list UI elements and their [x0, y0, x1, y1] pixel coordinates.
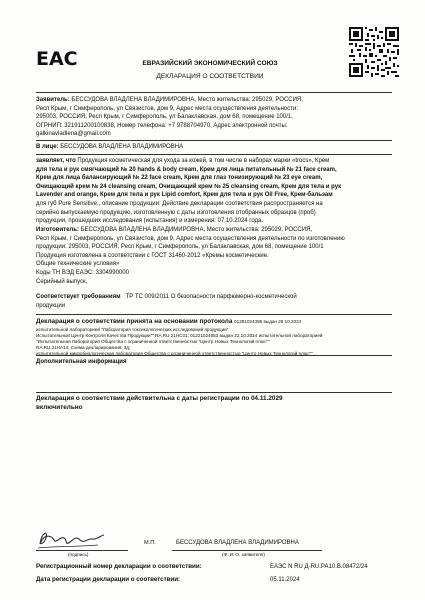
divider-applicant: [36, 140, 392, 141]
registration-number-row: [36, 563, 390, 576]
union-title: ЕВРАЗИЙСКИЙ ЭКОНОМИЧЕСКИЙ СОЮЗ: [142, 60, 278, 67]
protocol-line-1: испытательной лабораторией "Лаборатория токсикологических исследований продукции": [36, 326, 229, 332]
validity-label: Декларация о соответствии действительна с даты регистрации по: [36, 395, 250, 402]
manufacturer-label: Изготовитель:: [36, 227, 79, 233]
declares-line-3: Крем для лица балансирующий № 22 face cream, Крем для глаз тонизирующий № 23 eye cream,: [36, 175, 323, 182]
registration-date-label: Дата регистрации декларации о соответствии:: [36, 576, 181, 583]
protocol-label: Декларация о соответствии принята на основании протокола: [36, 318, 233, 325]
divider-top: [36, 92, 392, 93]
name-caption: (Ф. И. О. заявителя): [222, 552, 265, 557]
applicant-email: galkinavladlena@gmail.com: [36, 131, 111, 138]
declares-label: заявляет, что: [36, 158, 76, 164]
applicant-section: [36, 96, 390, 139]
protocol-line-4: RA.RU.21НА14; Схема декларирования: 3д;: [36, 345, 131, 351]
divider-additional: [36, 392, 392, 393]
declares-line-2: для тела и рук смягчающий № 20 hands & body cream, Крем для лица питательный № 21 face cream,: [36, 166, 337, 173]
protocol-line-5: испытательной микробиологическая лаборатория Общества с ограниченной ответственностью "Центр Новых Технологий плюс"": [36, 351, 313, 357]
registration-number: ЕАЭС N RU Д-RU.РА10.В.08472/24: [270, 564, 368, 570]
applicant-label: Заявитель:: [36, 97, 70, 103]
additional-info-heading: Дополнительная информация: [36, 359, 127, 365]
declares-section: [36, 157, 390, 226]
compliance-line-1: Соответствует требованиям ТР ТС 009/2011 О безопасности парфюмерно-косметической: [36, 294, 297, 300]
manufacturer-line-3: продукции: 295003, РОССИЯ, Респ Крым, г Симферополь, ул Балаклавская, дом 68, помещение 100/1: [36, 244, 324, 251]
compliance-label: Соответствует требованиям: [36, 294, 121, 300]
signature-line: [36, 550, 128, 551]
registration-number-label: Регистрационный номер декларации о соответствии:: [36, 563, 202, 570]
validity-line-1: [36, 395, 390, 404]
stamp-placeholder: М.П.: [144, 540, 156, 546]
divider-person: [36, 154, 392, 155]
signature-caption: (подпись): [68, 552, 89, 557]
declares-line-8: продукции, прошедших исследования (испытания) и измерения: 07.10.2024 года.: [36, 218, 264, 225]
manufacturer-line-2: Респ Крым, г Симферополь, ул Связистов, дом 9, Адрес места осуществления деятельности по изготовлению: [36, 235, 345, 242]
applicant-line-2: Респ Крым, г Симферополь, ул Связистов, дом 9, Адрес места осуществления деятельности:: [36, 105, 299, 112]
name-line: [172, 550, 322, 551]
manufacturer-line-5: Общие технические условия»: [36, 261, 120, 268]
registration-date-row: [36, 576, 390, 589]
compliance-line-2: продукции: [36, 302, 66, 309]
serial-production: Серийный выпуск,: [36, 278, 88, 285]
manufacturer-section: [36, 226, 390, 286]
declares-line-4: Очищающий крем № 24 cleansing cream, Очищающий крем № 25 cleansing cream, Крем для тела и рук: [36, 183, 342, 190]
validity-section: [36, 395, 390, 412]
qr-code-icon: [349, 27, 399, 77]
compliance-section: [36, 293, 390, 310]
declares-line-6: для губ Pure Sensitive., описание продукции: Действие декларации соответствия распространяется на: [36, 200, 323, 207]
applicant-signature-name: БЕССУДОВА ВЛАДЛЕНА ВЛАДИМИРОВНА: [176, 540, 299, 546]
protocol-line-2: Испытательный Центр Контроля Качества Продукции"" RA.RU.21НС01; 01221024853 выдан 22.10.2024 испытательной лабораторией: [36, 332, 323, 338]
protocol-line-3: "Испытательная Лаборатория Общества с ограниченной ответственностью "Центр Новых Технологий плюс"": [36, 339, 270, 344]
validity-suffix: включительно: [36, 403, 83, 411]
manufacturer-line-4: Продукция изготовлена в соответствии с ГОСТ 31460-2012 «Кремы косметические.: [36, 252, 269, 259]
person-name: БЕССУДОВА ВЛАДЛЕНА ВЛАДИМИРОВНА: [60, 144, 184, 150]
manufacturer-line-1: Изготовитель: БЕССУДОВА ВЛАДЛЕНА ВЛАДИМИРОВНА, Место жительства: 295029, РОССИЯ,: [36, 227, 313, 233]
protocol-line-head: Декларация о соответствии принята на основании протокола 01281024395 выдан 28.10.2024: [36, 318, 302, 325]
eac-logo: EAC: [36, 48, 78, 70]
person-label: В лице:: [36, 144, 59, 150]
declares-line-7: серийно выпускаемую продукцию, изготовленную с даты изготовления отобранных образцов (проб): [36, 209, 316, 216]
registration-date: 05.11.2024: [270, 577, 300, 583]
document-title: ДЕКЛАРАЦИЯ О СООТВЕТСТВИИ: [156, 73, 264, 80]
applicant-line-3: 295003, РОССИЯ, Респ Крым, г Симферополь, ул Балаклавская, дом 68, помещение 100/1,: [36, 114, 293, 121]
validity-date: 04.11.2029: [250, 395, 283, 402]
person-section: [36, 143, 390, 152]
protocol-section: [36, 318, 390, 358]
divider-compliance: [36, 314, 392, 315]
applicant-line-1: Заявитель: БЕССУДОВА ВЛАДЛЕНА ВЛАДИМИРОВНА, Место жительства: 295029, РОССИЯ,: [36, 97, 303, 103]
hs-codes: Коды ТН ВЭД ЕАЭС: 3304990000: [36, 269, 129, 276]
applicant-line-4: ОГРНИП: 321911200100838, Номер телефона: +7 9788704970, Адрес электронной почты:: [36, 122, 288, 129]
divider-protocol: [36, 355, 392, 356]
declares-line-5: Lavender and orange, Крем для тела и рук Lipid comfort, Крем для тела и рук Oil Free, Крем-бальзам: [36, 192, 333, 199]
registration-section: [36, 563, 390, 589]
declares-line-1: заявляет, что Продукция косметическая для ухода за кожей, в том числе в наборах марки «trocs», Крем: [36, 158, 330, 164]
